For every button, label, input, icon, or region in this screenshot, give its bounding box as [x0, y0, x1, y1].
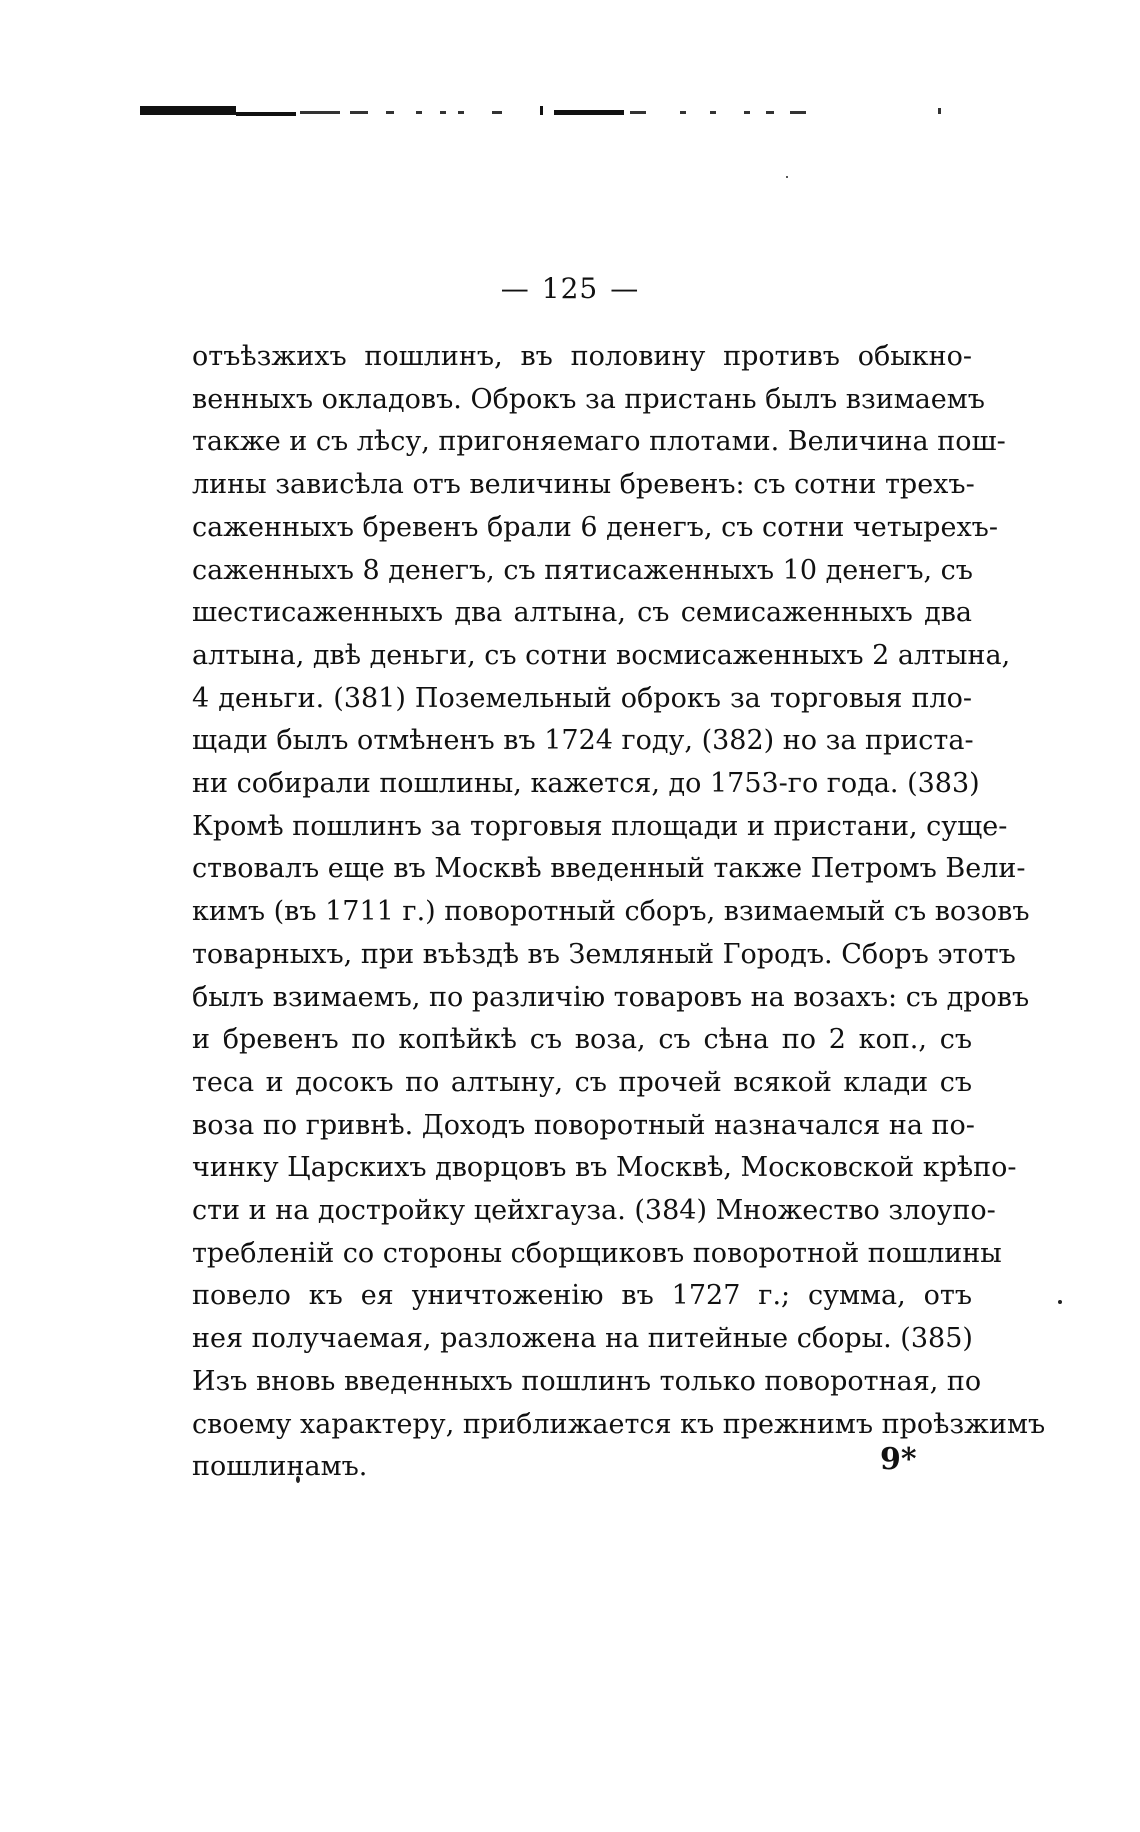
text-line: своему характеру, приближается къ прежнимъ проѣзжимъ [192, 1408, 1046, 1440]
text-line: алтына, двѣ деньги, съ сотни восмисаженныхъ 2 алтына, [192, 639, 1011, 671]
text-line: воза по гривнѣ. Доходъ поворотный назначался на по- [192, 1109, 975, 1141]
text-line: пошлинамъ. [192, 1451, 368, 1483]
page-number [0, 272, 1140, 305]
text-line: чинку Царскихъ дворцовъ въ Москвѣ, Московской крѣпо- [192, 1152, 1017, 1184]
text-line: отъѣзжихъ пошлинъ, въ половину противъ обыкно- [192, 341, 972, 372]
text-line: саженныхъ бревенъ брали 6 денегъ, съ сотни четырехъ- [192, 511, 998, 543]
page-number-dash-left: — [500, 272, 530, 305]
text-line: и бревенъ по копѣйкѣ съ воза, съ сѣна по 2 коп., съ [192, 1024, 972, 1056]
text-line: венныхъ окладовъ. Оброкъ за пристань былъ взимаемъ [192, 383, 985, 415]
scan-speck [1058, 1300, 1062, 1304]
body-text [192, 336, 1046, 1489]
text-line: требленій со стороны сборщиковъ поворотной пошлины [192, 1237, 1002, 1269]
scan-speck [786, 176, 788, 178]
text-line: сти и на достройку цейхгауза. (384) Множество злоупо- [192, 1195, 996, 1227]
text-line: товарныхъ, при въѣздѣ въ Земляный Городъ. Сборъ этотъ [192, 938, 1016, 970]
text-line: саженныхъ 8 денегъ, съ пятисаженныхъ 10 денегъ, съ [192, 554, 973, 586]
signature-mark: 9* [880, 1442, 917, 1477]
text-line: кимъ (въ 1711 г.) поворотный сборъ, взимаемый съ возовъ [192, 896, 1030, 928]
text-line: ни собирали пошлины, кажется, до 1753-го года. (383) [192, 768, 980, 800]
text-line: Изъ вновь введенныхъ пошлинъ только поворотная, по [192, 1365, 982, 1397]
text-line: теса и досокъ по алтыну, съ прочей всякой клади съ [192, 1066, 972, 1098]
text-line: Кромѣ пошлинъ за торговыя площади и пристани, суще- [192, 810, 1008, 842]
page-number-dash-right: — [610, 272, 640, 305]
text-line: былъ взимаемъ, по различію товаровъ на возахъ: съ дровъ [192, 981, 1030, 1013]
text-line: также и съ лѣсу, пригоняемаго плотами. Величина пош- [192, 426, 1006, 458]
page-number-value: 125 [541, 272, 599, 305]
text-line: нея получаемая, разложена на питейные сборы. (385) [192, 1323, 973, 1355]
text-line: 4 деньги. (381) Поземельный оброкъ за торговыя пло- [192, 682, 972, 714]
text-line: шестисаженныхъ два алтына, съ семисаженныхъ два [192, 597, 972, 629]
text-line: лины зависѣла отъ величины бревенъ: съ сотни трехъ- [192, 469, 975, 501]
text-line: щади былъ отмѣненъ въ 1724 году, (382) но за приста- [192, 725, 974, 757]
text-line: ствовалъ еще въ Москвѣ введенный также Петромъ Вели- [192, 853, 1026, 885]
text-line: повело къ ея уничтоженію въ 1727 г.; сумма, отъ [192, 1280, 972, 1312]
scan-artifact-strip [140, 104, 860, 118]
